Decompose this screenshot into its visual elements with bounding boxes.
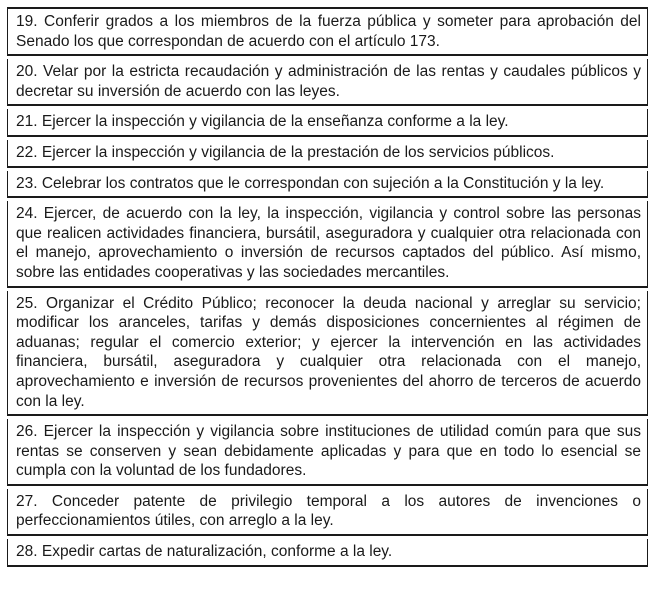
item-20: 20. Velar por la estricta recaudación y administración de las rentas y caudales públicos y decretar su inversión de acuerdo con las leyes. — [7, 59, 648, 106]
item-28: 28. Expedir cartas de naturalización, conforme a la ley. — [7, 539, 648, 567]
item-23: 23. Celebrar los contratos que le correspondan con sujeción a la Constitución y la ley. — [7, 171, 648, 199]
item-24: 24. Ejercer, de acuerdo con la ley, la inspección, vigilancia y control sobre las personas que realicen actividades financiera, bursátil, aseguradora y cualquier otra relacionada con el manejo, aprovechamiento o inversión de recursos captados del público. Así mismo, sobre las entidades cooperativas y las sociedades mercantiles. — [7, 201, 648, 287]
article-items-table — [7, 7, 648, 567]
item-27: 27. Conceder patente de privilegio temporal a los autores de invenciones o perfeccionamientos útiles, con arreglo a la ley. — [7, 489, 648, 536]
item-26: 26. Ejercer la inspección y vigilancia sobre instituciones de utilidad común para que sus rentas se conserven y sean debidamente aplicadas y para que en todo lo esencial se cumpla con la voluntad de los fundadores. — [7, 419, 648, 486]
item-25: 25. Organizar el Crédito Público; reconocer la deuda nacional y arreglar su servicio; modificar los aranceles, tarifas y demás disposiciones concernientes al régimen de aduanas; regular el comercio exterior; y ejercer la intervención en las actividades financiera, bursátil, aseguradora y cualquier otra relacionada con el manejo, aprovechamiento e inversión de recursos provenientes del ahorro de terceros de acuerdo con la ley. — [7, 291, 648, 417]
item-22: 22. Ejercer la inspección y vigilancia de la prestación de los servicios públicos. — [7, 140, 648, 168]
item-21: 21. Ejercer la inspección y vigilancia de la enseñanza conforme a la ley. — [7, 109, 648, 137]
item-19: 19. Conferir grados a los miembros de la fuerza pública y someter para aprobación del Senado los que correspondan de acuerdo con el artículo 173. — [7, 9, 648, 56]
